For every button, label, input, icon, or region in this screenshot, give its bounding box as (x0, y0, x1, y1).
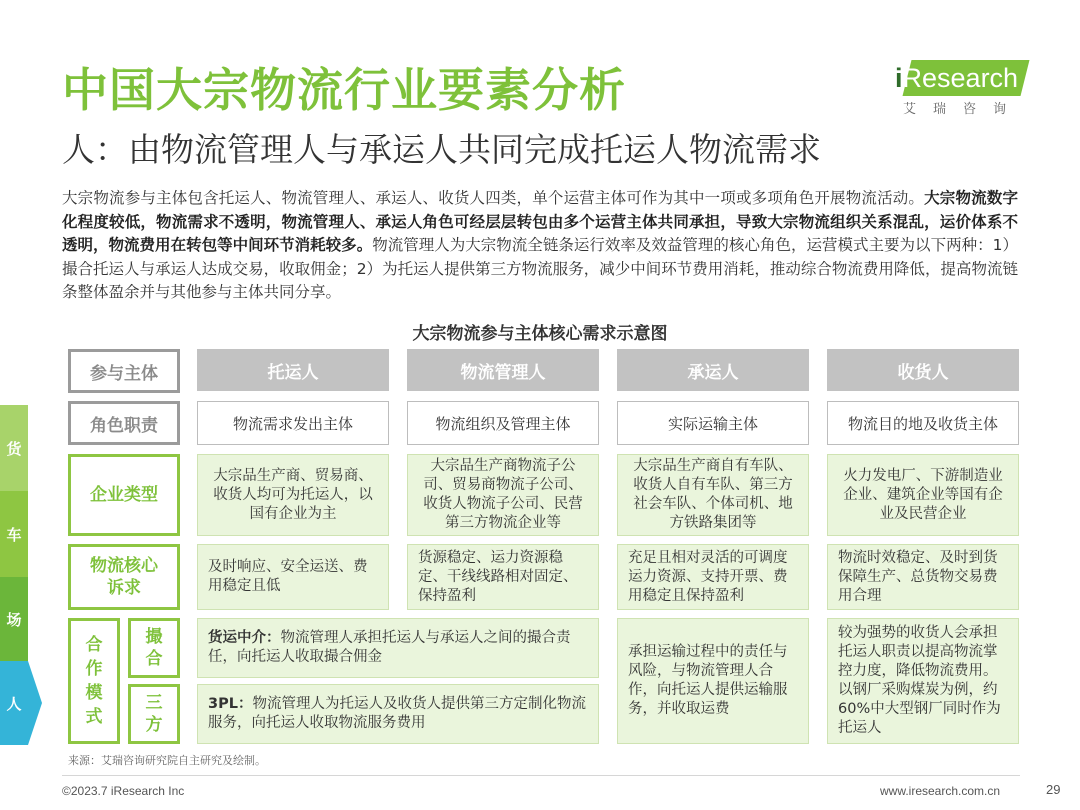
header-participant: 参与主体 (68, 349, 180, 393)
coop-3pl-desc (197, 684, 599, 744)
intro-text-2: 物流管理人为大宗物流全链条运行效率及效益管理的核心角色，运营模式主要为以下两种：1）撮合托运人与承运人达成交易，收取佣金；2）为托运人提供第三方物流服务，减少中间环节费用消耗，推动综合物流费用降低，提高物流链条整体盈余并与其他参与主体共同分享。 (62, 236, 1018, 301)
enterprise-receiver: 火力发电厂、下游制造业企业、建筑企业等国有企业及民营企业 (827, 454, 1019, 536)
enterprise-logistics-manager: 大宗品生产商物流子公司、贸易商物流子公司、收货人物流子公司、民营第三方物流企业等 (407, 454, 599, 536)
coop-matchmaking-body: 物流管理人承担托运人与承运人之间的撮合责任，向托运人收取撮合佣金 (208, 630, 571, 665)
intro-paragraph (62, 187, 1018, 305)
role-receiver: 物流目的地及收货主体 (827, 401, 1019, 445)
logo-name: Research (902, 63, 1019, 93)
enterprise-shipper: 大宗品生产商、贸易商、收货人均可为托运人，以国有企业为主 (197, 454, 389, 536)
footer-website-link[interactable]: www.iresearch.com.cn (880, 784, 1001, 798)
footer-divider (62, 775, 1020, 776)
enterprise-carrier: 大宗品生产商自有车队、收货人自有车队、第三方社会车队、个体司机、地方铁路集团等 (617, 454, 809, 536)
intro-text-1: 大宗物流参与主体包含托运人、物流管理人、承运人、收货人四类，单个运营主体可作为其中一项或多项角色开展物流活动。 (62, 189, 925, 207)
header-logistics-manager: 物流管理人 (407, 349, 599, 391)
side-tab-people[interactable]: 人 (0, 661, 28, 745)
logo-i: i (895, 63, 903, 93)
coop-receiver: 较为强势的收货人会承担托运人职责以提高物流掌控力度，降低物流费用。以钢厂采购煤炭为例，约60%中大型钢厂同时作为托运人 (827, 618, 1019, 744)
row-label-enterprise-type: 企业类型 (68, 454, 180, 536)
header-receiver: 收货人 (827, 349, 1019, 391)
core-demand-label-line2: 诉求 (107, 578, 141, 598)
intro-bold: 大宗物流数字化程度较低，物流需求不透明，物流管理人、承运人角色可经层层转包由多个运营主体共同承担，导致大宗物流组织关系混乱，运价体系不透明，物流费用在转包等中间环节消耗较多。 (62, 189, 1018, 254)
mode-label-third-party (128, 684, 180, 744)
demand-logistics-manager: 货源稳定、运力资源稳定、干线线路相对固定、保持盈利 (407, 544, 599, 610)
core-demand-label-line1: 物流核心 (90, 556, 158, 576)
row-label-cooperation-mode (68, 618, 120, 744)
coop-3pl-text (208, 695, 588, 733)
side-tab-yard[interactable]: 场 (0, 577, 28, 661)
header-shipper: 托运人 (197, 349, 389, 391)
footer-copyright: ©2023.7 iResearch Inc (62, 784, 185, 798)
role-shipper: 物流需求发出主体 (197, 401, 389, 445)
coop-label-char: 式 (85, 707, 103, 727)
demand-carrier: 充足且相对灵活的可调度运力资源、支持开票、费用稳定且保持盈利 (617, 544, 809, 610)
iresearch-logo (895, 58, 1025, 122)
mode1-char: 撮 (145, 627, 163, 647)
logo-chinese: 艾瑞咨询 (903, 102, 1024, 117)
row-label-role: 角色职责 (68, 401, 180, 445)
active-tab-arrow (28, 661, 42, 745)
mode2-char: 方 (145, 715, 163, 735)
mode1-char: 合 (145, 649, 163, 669)
coop-label-char: 作 (85, 659, 103, 679)
side-tab-vehicle[interactable]: 车 (0, 491, 28, 577)
coop-label-char: 合 (85, 635, 103, 655)
header-carrier: 承运人 (617, 349, 809, 391)
side-tab-goods[interactable]: 货 (0, 405, 28, 491)
coop-matchmaking-desc (197, 618, 599, 678)
demand-receiver: 物流时效稳定、及时到货保障生产、总货物交易费用合理 (827, 544, 1019, 610)
coop-matchmaking-text (208, 629, 588, 667)
coop-3pl-lead: 3PL： (208, 696, 253, 712)
page-subtitle: 人：由物流管理人与承运人共同完成托运人物流需求 (62, 130, 821, 169)
coop-label-char: 模 (85, 683, 103, 703)
mode-label-matchmaking (128, 618, 180, 678)
role-carrier: 实际运输主体 (617, 401, 809, 445)
coop-matchmaking-lead: 货运中介： (208, 630, 281, 646)
demand-shipper: 及时响应、安全运送、费用稳定且低 (197, 544, 389, 610)
source-note: 来源：艾瑞咨询研究院自主研究及绘制。 (68, 754, 266, 767)
page-title: 中国大宗物流行业要素分析 (62, 63, 626, 117)
page-number: 29 (1046, 782, 1061, 797)
mode2-char: 三 (145, 693, 163, 713)
role-logistics-manager: 物流组织及管理主体 (407, 401, 599, 445)
coop-carrier: 承担运输过程中的责任与风险，与物流管理人合作，向托运人提供运输服务，并收取运费 (617, 618, 809, 744)
row-label-core-demand (68, 544, 180, 610)
diagram-title: 大宗物流参与主体核心需求示意图 (412, 324, 668, 344)
logo-wordmark (895, 62, 1018, 94)
coop-3pl-body: 物流管理人为托运人及收货人提供第三方定制化物流服务，向托运人收取物流服务费用 (208, 696, 586, 731)
